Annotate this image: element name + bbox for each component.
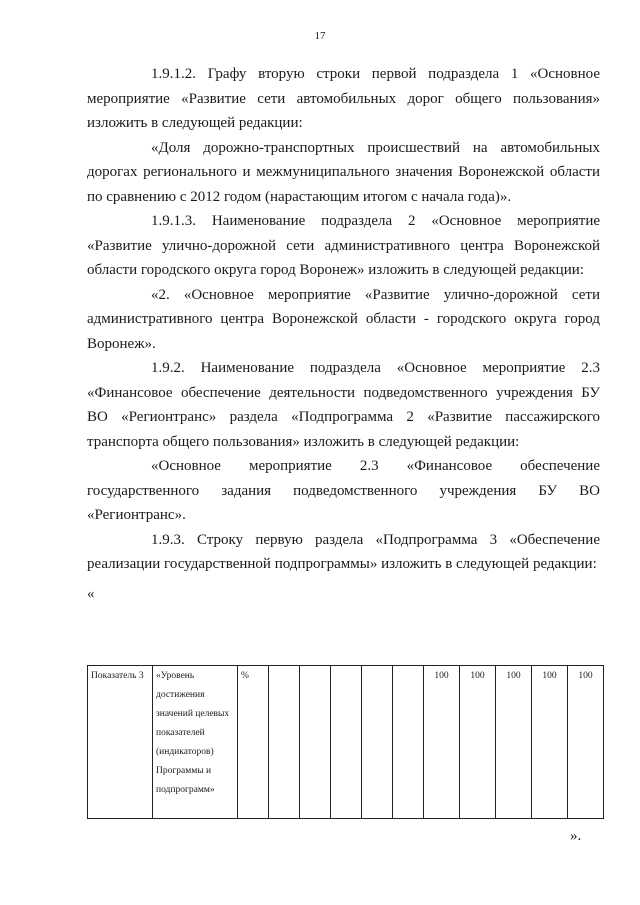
indicator-description-cell: «Уровень достижения значений целевых показателей (индикаторов) Программы и подпрограмм» xyxy=(153,666,238,819)
empty-cell xyxy=(331,666,362,819)
indicator-unit-cell: % xyxy=(238,666,269,819)
paragraph-quote-event-2-3: «Основное мероприятие 2.3 «Финансовое обеспечение государственного задания подведомственного учреждения БУ ВО «Регионтранс». xyxy=(87,458,600,523)
value-cell: 100 xyxy=(424,666,460,819)
document-body xyxy=(87,62,600,605)
empty-cell xyxy=(362,666,393,819)
table-row xyxy=(88,666,604,819)
value-cell: 100 xyxy=(460,666,496,819)
empty-cell xyxy=(393,666,424,819)
paragraph-1-9-1-2: 1.9.1.2. Графу вторую строки первой подраздела 1 «Основное мероприятие «Развитие сети автомобильных дорог общего пользования» изложить в следующей редакции: xyxy=(87,66,600,131)
paragraph-quote-event-2: «2. «Основное мероприятие «Развитие улично-дорожной сети административного центра Воронежской области - городского округа город Воронеж». xyxy=(87,286,600,352)
empty-cell xyxy=(300,666,331,819)
indicator-table xyxy=(87,665,604,819)
empty-cell xyxy=(269,666,300,819)
value-cell: 100 xyxy=(532,666,568,819)
paragraph-quote-share: «Доля дорожно-транспортных происшествий на автомобильных дорогах регионального и межмуниципального значения Воронежской области по сравнению с 2012 годом (нарастающим итогом с начала года)». xyxy=(87,139,600,205)
paragraph-1-9-2: 1.9.2. Наименование подраздела «Основное мероприятие 2.3 «Финансовое обеспечение деятельности подведомственного учреждения БУ ВО «Регионтранс» раздела «Подпрограмма 2 «Развитие пассажирского транспорта общего пользования» изложить в следующей редакции: xyxy=(87,360,600,450)
value-cell: 100 xyxy=(496,666,532,819)
value-cell: 100 xyxy=(568,666,604,819)
opening-quote-mark: « xyxy=(87,585,95,602)
closing-quote-mark: ». xyxy=(570,828,582,844)
paragraph-1-9-3: 1.9.3. Строку первую раздела «Подпрограмма 3 «Обеспечение реализации государственной подпрограммы» изложить в следующей редакции: xyxy=(87,531,600,572)
paragraph-1-9-1-3: 1.9.1.3. Наименование подраздела 2 «Основное мероприятие «Развитие улично-дорожной сети административного центра Воронежской области городского округа город Воронеж» изложить в следующей редакции: xyxy=(87,213,600,278)
indicator-label-cell: Показатель 3 xyxy=(88,666,153,819)
page-number: 17 xyxy=(314,30,326,42)
